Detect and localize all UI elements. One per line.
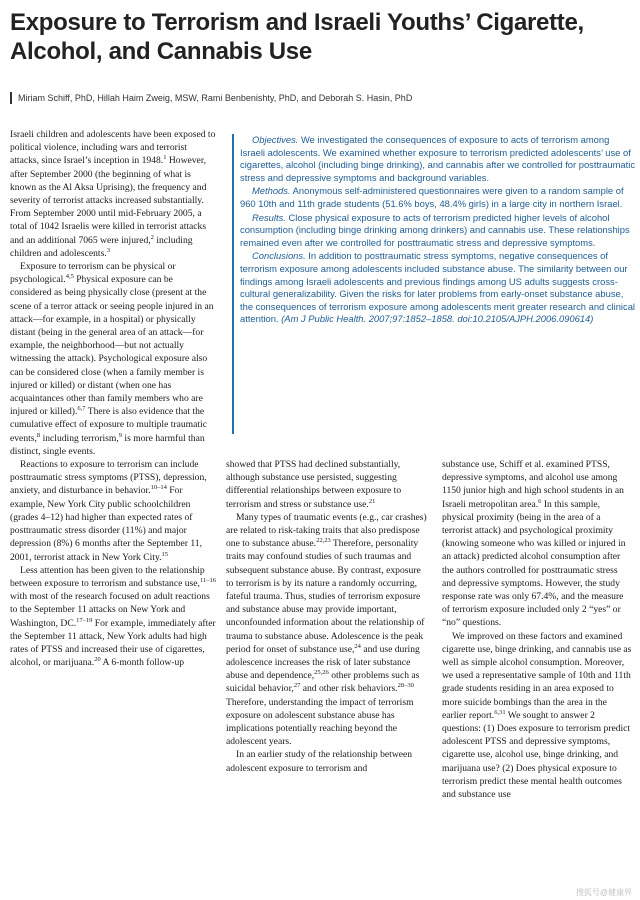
paragraph: We improved on these factors and examined cigarette use, binge drinking, and cannabis use as well as simple alcohol consumption. Moreover, we used a representative sample of 10th and 11th grade students residing in an area exposed to more suicide bombings than the area in the earlier report.$^{6,31}$ We sought to answer 2 questions: (1) Does exposure to terrorism predict adolescent PTSS and depressive symptoms, cigarette use, alcohol use, binge drinking, and marijuana use? (2) Does physical exposure to terrorism predict these mental health outcomes and substance use <box>442 630 632 801</box>
abstract-conclusions: Conclusions. In addition to posttraumatic stress symptoms, negative consequences of terrorism exposure among adolescents included substance abuse. The similarity between our findings among Israeli adolescents and previous findings among US adults suggests cross-cultural generalizability. Given the risks for later problems from early-onset substance abuse, the consequences of terrorism exposure among adolescents merit greater research and clinical attention. (Am J Public Health. 2007;97:1852–1858. doi:10.2105/AJPH.2006.090614) <box>240 250 635 325</box>
citation: (Am J Public Health. 2007;97:1852–1858. doi:10.2105/AJPH.2006.090614) <box>281 313 594 325</box>
paragraph: substance use, Schiff et al. examined PTSS, depressive symptoms, and alcohol use among 1150 junior high and high school students in an Israeli metropolitan area.$^6$ In this sample, physical proximity (being in the area of a terrorist attack) and psychological proximity (knowing someone who was killed or injured in an attack) predicted alcohol consumption after the authors controlled for posttraumatic stress and depressive symptoms. However, the study response rate was only 67.4%, and the measure of terrorism exposure included only 2 “yes” or “no” questions. <box>442 459 626 629</box>
paragraph: Less attention has been given to the relationship between exposure to terrorism and substance use,$^{11-16}$ with most of the research focused on adult reactions to the September 11 attacks on New York and Washington, DC.$^{17-19}$ For example, immediately after the September 11 attack, New York adults had high rates of PTSS and increased their use of cigarettes, alcohol, or marijuana.$^{20}$ A 6-month follow-up <box>10 564 216 669</box>
body-column-2 <box>226 458 430 896</box>
abstract-objectives: Objectives. We investigated the consequences of exposure to acts of terrorism among Israeli adolescents. We examined whether exposure to terrorism predicted adolescents’ use of cigarettes, alcohol (including binge drinking), and cannabis after we controlled for posttraumatic stress and depressive symptoms and background variables. <box>240 134 636 183</box>
body-column-3 <box>442 458 632 896</box>
author-line: Miriam Schiff, PhD, Hillah Haim Zweig, MSW, Rami Benbenishty, PhD, and Deborah S. Hasin, PhD <box>10 92 638 104</box>
paragraph: Reactions to exposure to terrorism can include posttraumatic stress symptoms (PTSS), depression, anxiety, and disturbance in behavior.$^{10-14}$ For example, New York City public schoolchildren (grades 4–12) had higher than expected rates of posttraumatic stress disorder (11%) and major depression (8%) 6 months after the September 11, 2001, terrorist attack in New York City.$^{15}$ <box>10 459 207 563</box>
body-column-1 <box>10 128 216 896</box>
abstract-methods: Methods. Anonymous self-administered questionnaires were given to a random sample of 960 10th and 11th grade students (51.6% boys, 48.4% girls) in a large city in northern Israel. <box>240 185 624 209</box>
abstract-results: Results. Close physical exposure to acts of terrorism predicted higher levels of alcohol consumption (including binge drinking among drinkers) and cannabis use. These relationships remained even after we controlled for posttraumatic stress and depressive symptoms. <box>240 211 630 248</box>
paragraph: showed that PTSS had declined substantially, although substance use persisted, suggesting differential relationships between exposure to terrorism and stress or substance use.$^{21}$ <box>226 459 402 510</box>
paragraph: Israeli children and adolescents have been exposed to political violence, including wars and terrorist attacks, since Israel’s inception in 1948.$^1$ However, after September 2000 (the beginning of what is known as the Al Aksa Uprising), the frequency and severity of terrorist attacks increased substantially. From September 2000 until mid-February 2005, a total of 1042 Israelis were killed in terrorist attacks and an additional 7065 were injured,$^2$ including children and adolescents.$^3$ <box>10 129 216 259</box>
paragraph: Many types of traumatic events (e.g., car crashes) are related to risk-taking traits that also predispose one to substance abuse.$^{22,23}$ Therefore, personality traits may confound studies of such traumas and subsequent substance abuse. By contrast, exposure to terrorism is by its nature a randomly occurring, fateful trauma. Thus, studies of terrorism exposure and substance abuse may provide important, unconfounded information about the relationship of trauma to substance abuse. Adolescence is the peak period for onset of substance use,$^{24}$ and use during adolescence increases the risk of later substance abuse and dependence,$^{25,26}$ other problems such as suicidal behavior,$^{27}$ and other risk behaviors.$^{28-30}$ Therefore, understanding the impact of terrorism exposure on adolescent substance abuse has implications potentially reaching beyond the adolescent years. <box>226 511 427 748</box>
paragraph: Exposure to terrorism can be physical or psychological.$^{4,5}$ Physical exposure can be considered as being physically close (present at the scene of a terror attack or seeing people injured in an attack—for example, in a hospital) or physically distant (being in the general area of an attack—for example, the neighborhood—but not actually witnessing the attack). Psychological exposure also can be considered close (when a family member is injured or killed) or distant (when one has acquaintances other than family members who are injured or killed).$^{6,7}$ There is also evidence that the cumulative effect of exposure to multiple traumatic events,$^8$ including terrorism,$^9$ is more harmful than distinct, single events. <box>10 261 214 457</box>
watermark: 搜狐号@健康界 <box>575 888 632 897</box>
paragraph: In an earlier study of the relationship between adolescent exposure to terrorism and <box>226 749 413 774</box>
abstract-box <box>232 134 636 434</box>
article-title: Exposure to Terrorism and Israeli Youths’ Cigarette, Alcohol, and Cannabis Use <box>10 9 584 65</box>
